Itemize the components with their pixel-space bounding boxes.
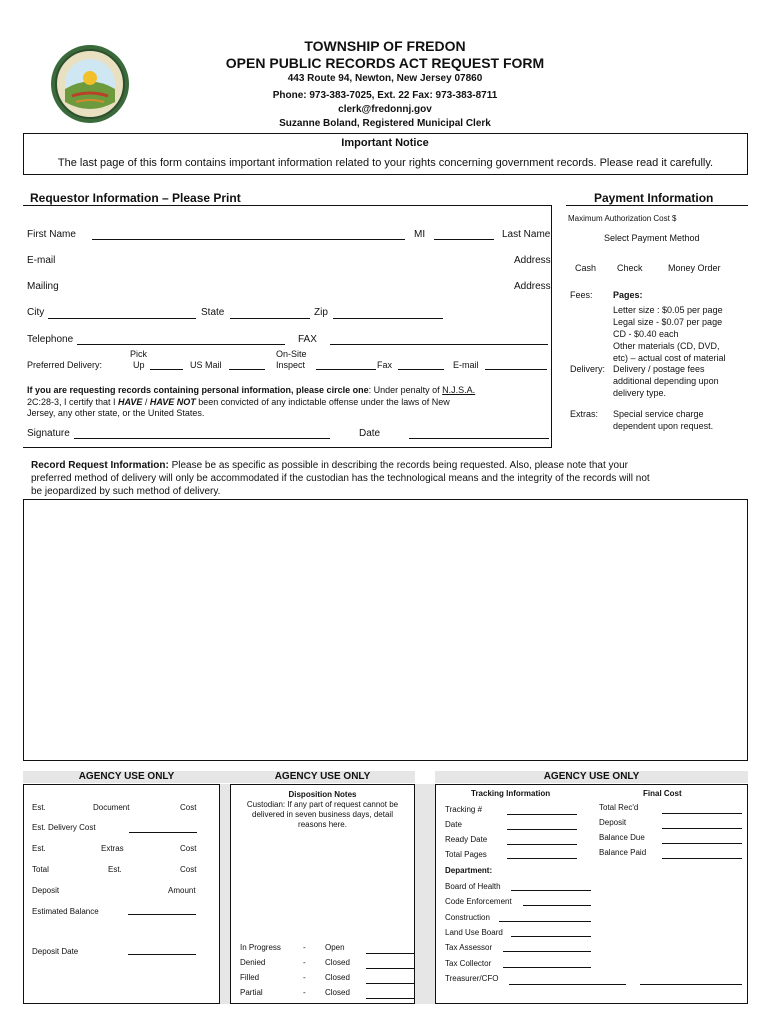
disposition-note: delivered in seven business days, detail — [252, 810, 393, 819]
tracking-number-label: Tracking # — [445, 805, 483, 814]
status-closed[interactable]: Closed — [325, 988, 350, 997]
department-label: Department: — [445, 866, 493, 875]
telephone-field[interactable] — [77, 344, 285, 345]
balance-paid-field[interactable] — [662, 858, 742, 859]
fax-option: Fax — [377, 360, 393, 370]
date-label: Date — [359, 428, 381, 439]
form-title: OPEN PUBLIC RECORDS ACT REQUEST FORM — [225, 55, 545, 71]
department-field[interactable] — [499, 921, 591, 922]
deposit-label: Deposit — [32, 886, 60, 895]
status-open[interactable]: Open — [325, 943, 345, 952]
cost-label-3: Cost — [180, 865, 197, 874]
pickup-option: Up — [133, 360, 145, 370]
mi-label: MI — [414, 229, 426, 240]
requestor-divider — [551, 205, 552, 448]
notice-text: The last page of this form contains important information related to your rights concerning government records. Please read it carefully. — [57, 157, 714, 169]
extra-field[interactable] — [640, 984, 742, 985]
est-delivery-cost-field[interactable] — [129, 832, 197, 833]
ready-date-field[interactable] — [507, 844, 577, 845]
email-option: E-mail — [453, 360, 479, 370]
final-cost-title: Final Cost — [643, 789, 682, 798]
record-request-line1: Record Request Information: Please be as specific as possible in describing the records being requested. Also, please note that your — [31, 460, 628, 471]
personal-info-line2: 2C:28-3, I certify that I HAVE / HAVE NOT been convicted of any indictable offense under the laws of New — [27, 397, 450, 407]
status-closed[interactable]: Closed — [325, 958, 350, 967]
state-field[interactable] — [230, 318, 310, 319]
department-field[interactable] — [509, 984, 626, 985]
delivery-line: Delivery / postage fees — [613, 364, 705, 374]
department-item: Board of Health — [445, 882, 501, 891]
email-delivery-field[interactable] — [485, 369, 547, 370]
payment-heading: Payment Information — [594, 191, 714, 205]
department-item: Code Enforcement — [445, 897, 512, 906]
deposit-date-field[interactable] — [128, 954, 196, 955]
status-dash: - — [303, 958, 306, 967]
total-recd-field[interactable] — [662, 813, 742, 814]
balance-paid-label: Balance Paid — [599, 848, 647, 857]
department-item: Land Use Board — [445, 928, 503, 937]
total-pages-label: Total Pages — [445, 850, 487, 859]
address-label-2: Address — [514, 281, 551, 292]
agency-header-middle: AGENCY USE ONLY — [230, 771, 415, 783]
payment-money-order[interactable]: Money Order — [668, 263, 721, 273]
phone-fax: Phone: 973-383-7025, Ext. 22 Fax: 973-383-8711 — [272, 90, 498, 101]
tracking-date-field[interactable] — [507, 829, 577, 830]
agency-header-left: AGENCY USE ONLY — [23, 771, 230, 783]
delivery-line: delivery type. — [613, 388, 667, 398]
zip-field[interactable] — [333, 318, 443, 319]
total-recd-label: Total Rec'd — [599, 803, 639, 812]
delivery-label: Delivery: — [570, 364, 606, 374]
payment-check[interactable]: Check — [617, 263, 643, 273]
zip-label: Zip — [314, 307, 328, 318]
department-item: Construction — [445, 913, 490, 922]
record-request-line3: be jeopardized by such method of delivery. — [31, 486, 221, 497]
requestor-bottom-rule — [23, 447, 551, 448]
mailing-label: Mailing — [27, 281, 59, 292]
state-label: State — [201, 307, 225, 318]
clerk-email: clerk@fredonnj.gov — [338, 104, 432, 115]
status-denied[interactable]: Denied — [240, 958, 266, 967]
disposition-note: Custodian: If any part of request cannot be — [246, 800, 399, 809]
last-name-label: Last Name — [502, 229, 551, 240]
address: 443 Route 94, Newton, New Jersey 07860 — [287, 73, 483, 84]
fax-delivery-field[interactable] — [398, 369, 444, 370]
first-name-field[interactable] — [92, 239, 405, 240]
personal-info-line1: If you are requesting records containing personal information, please circle one: Under penalty of N.J.S.A. — [27, 385, 476, 395]
us-mail-field[interactable] — [229, 369, 265, 370]
department-field[interactable] — [511, 936, 591, 937]
fee-line: Legal size - $0.07 per page — [613, 317, 723, 327]
total-pages-field[interactable] — [507, 858, 577, 859]
est-label-3: Est. — [108, 865, 122, 874]
agency-gap-1 — [220, 784, 230, 1004]
preferred-delivery-label: Preferred Delivery: — [27, 360, 103, 370]
tracking-number-field[interactable] — [507, 814, 577, 815]
fee-line: etc) – actual cost of material — [613, 353, 726, 363]
agency-gap-2 — [415, 784, 435, 1004]
address-label-1: Address — [514, 255, 551, 266]
estimated-balance-field[interactable] — [128, 914, 196, 915]
status-field[interactable] — [366, 983, 414, 984]
estimated-balance-label: Estimated Balance — [32, 907, 99, 916]
extras-label: Extras: — [570, 409, 599, 419]
status-in-progress[interactable]: In Progress — [240, 943, 281, 952]
fee-line: CD - $0.40 each — [613, 329, 679, 339]
total-label: Total — [32, 865, 49, 874]
department-item: Tax Collector — [445, 959, 492, 968]
status-field[interactable] — [366, 968, 414, 969]
notice-title: Important Notice — [341, 137, 429, 149]
requestor-rule — [23, 205, 551, 206]
department-field[interactable] — [503, 967, 591, 968]
balance-due-label: Balance Due — [599, 833, 645, 842]
payment-cash[interactable]: Cash — [575, 263, 597, 273]
delivery-line: additional depending upon — [613, 376, 719, 386]
onsite-label: On-Site — [276, 349, 307, 359]
est-label: Est. — [32, 803, 46, 812]
status-field[interactable] — [366, 953, 414, 954]
fees-label: Fees: — [570, 290, 593, 300]
fee-line: Letter size : $0.05 per page — [613, 305, 723, 315]
email-label: E-mail — [27, 255, 56, 266]
department-field[interactable] — [511, 890, 591, 891]
status-filled[interactable]: Filled — [240, 973, 260, 982]
cost-label: Cost — [180, 803, 197, 812]
personal-info-line3: Jersey, any other state, or the United States. — [27, 408, 205, 418]
pickup-field[interactable] — [150, 369, 183, 370]
extras-line: dependent upon request. — [613, 421, 714, 431]
amount-label: Amount — [168, 886, 196, 895]
department-field[interactable] — [503, 951, 591, 952]
city-label: City — [27, 307, 45, 318]
signature-label: Signature — [27, 428, 70, 439]
have-option[interactable]: HAVE — [118, 397, 143, 407]
have-not-option[interactable]: HAVE NOT — [149, 397, 196, 407]
city-field[interactable] — [48, 318, 196, 319]
fee-line: Other materials (CD, DVD, — [613, 341, 720, 351]
telephone-label: Telephone — [27, 334, 74, 345]
est-delivery-cost-label: Est. Delivery Cost — [32, 823, 96, 832]
us-mail-option: US Mail — [190, 360, 222, 370]
status-partial[interactable]: Partial — [240, 988, 263, 997]
mi-field[interactable] — [434, 239, 494, 240]
record-request-textarea[interactable] — [23, 499, 748, 761]
agency-header-right: AGENCY USE ONLY — [435, 771, 748, 783]
clerk-name: Suzanne Boland, Registered Municipal Clerk — [279, 118, 491, 129]
township-title: TOWNSHIP OF FREDON — [304, 38, 466, 54]
ready-date-label: Ready Date — [445, 835, 488, 844]
select-payment-method: Select Payment Method — [604, 233, 700, 243]
max-auth-cost: Maximum Authorization Cost $ — [568, 214, 677, 223]
disposition-note: reasons here. — [298, 820, 347, 829]
department-item: Treasurer/CFO — [445, 974, 499, 983]
status-field[interactable] — [366, 998, 414, 999]
agency-right-box — [435, 784, 748, 1004]
department-field[interactable] — [523, 905, 591, 906]
record-request-line2: preferred method of delivery will only be accommodated if the custodian has the technological means and the integrity of the records will not — [31, 473, 650, 484]
fax-label: FAX — [298, 334, 317, 345]
signature-field[interactable] — [74, 438, 330, 439]
cost-label-2: Cost — [180, 844, 197, 853]
date-field[interactable] — [409, 438, 549, 439]
fax-field[interactable] — [330, 344, 548, 345]
inspect-option: Inspect — [276, 360, 306, 370]
payment-rule — [566, 205, 748, 206]
disposition-notes-title: Disposition Notes — [288, 790, 357, 799]
tracking-date-label: Date — [445, 820, 462, 829]
tracking-info-title: Tracking Information — [471, 789, 551, 798]
pick-label: Pick — [130, 349, 148, 359]
first-name-label: First Name — [27, 229, 76, 240]
pages-label: Pages: — [613, 290, 643, 300]
extras-line: Special service charge — [613, 409, 704, 419]
est-label-2: Est. — [32, 844, 46, 853]
status-dash: - — [303, 988, 306, 997]
document-label: Document — [93, 803, 130, 812]
deposit-date-label: Deposit Date — [32, 947, 79, 956]
status-closed[interactable]: Closed — [325, 973, 350, 982]
extras-label-agency: Extras — [101, 844, 124, 853]
status-dash: - — [303, 973, 306, 982]
requestor-heading: Requestor Information – Please Print — [30, 191, 241, 205]
inspect-field[interactable] — [316, 369, 376, 370]
final-deposit-field[interactable] — [662, 828, 742, 829]
department-item: Tax Assessor — [445, 943, 493, 952]
status-dash: - — [303, 943, 306, 952]
balance-due-field[interactable] — [662, 843, 742, 844]
final-deposit-label: Deposit — [599, 818, 627, 827]
